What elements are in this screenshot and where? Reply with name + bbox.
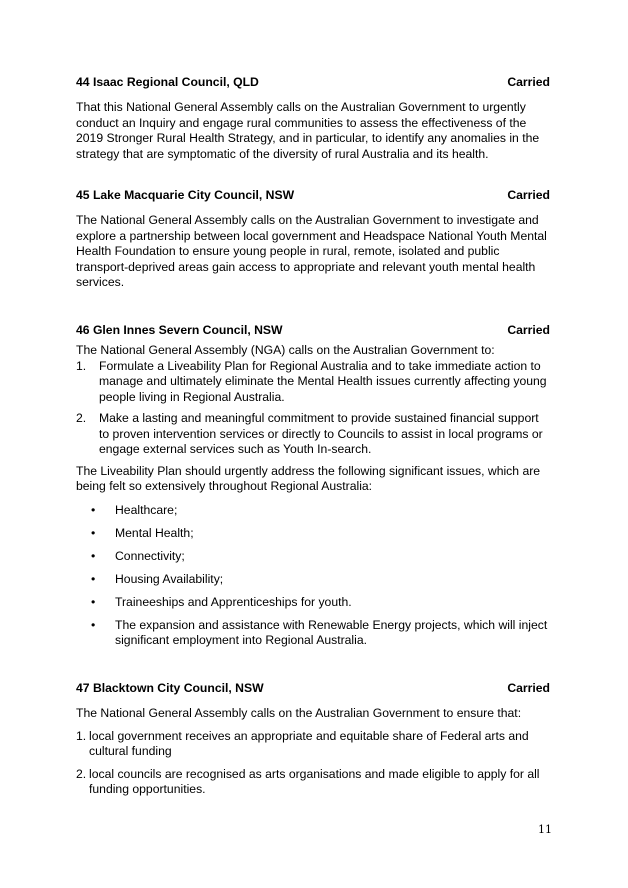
list-item bbox=[76, 767, 550, 798]
motion-45 bbox=[76, 188, 550, 291]
bullet-icon: • bbox=[91, 502, 96, 517]
motion-intro: The National General Assembly (NGA) calls on the Australian Government to: bbox=[76, 343, 495, 357]
list-item bbox=[76, 572, 550, 588]
list-item bbox=[76, 618, 550, 649]
list-item-text: Healthcare; bbox=[115, 502, 178, 517]
list-item-text: Mental Health; bbox=[115, 525, 194, 540]
list-item-text: The expansion and assistance with Renewable Energy projects, which will inject significant employment into Regional Australia. bbox=[115, 617, 548, 647]
list-item-text: Make a lasting and meaningful commitment to provide sustained financial support to proven intervention services or directly to Councils to assist in local programs or engage external services such as Youth In-search. bbox=[99, 411, 543, 456]
motion-header bbox=[76, 188, 550, 203]
bullet-icon: • bbox=[91, 525, 96, 540]
numbered-list bbox=[76, 359, 550, 458]
list-item-text: Traineeships and Apprenticeships for youth. bbox=[115, 594, 352, 609]
motion-title: 44 Isaac Regional Council, QLD bbox=[76, 75, 259, 89]
list-number: 2. bbox=[76, 411, 87, 425]
motion-status: Carried bbox=[507, 75, 550, 89]
list-item bbox=[76, 729, 550, 760]
list-item bbox=[76, 411, 550, 458]
bullet-icon: • bbox=[91, 617, 96, 632]
list-item bbox=[76, 595, 550, 611]
list-number: 1. bbox=[76, 728, 87, 743]
list-number: 2. bbox=[76, 766, 87, 781]
bullet-icon: • bbox=[91, 594, 96, 609]
motion-status: Carried bbox=[507, 188, 550, 202]
list-item bbox=[76, 526, 550, 542]
list-item bbox=[76, 549, 550, 565]
motion-status: Carried bbox=[507, 323, 550, 337]
motion-title: 47 Blacktown City Council, NSW bbox=[76, 681, 264, 695]
list-item-text: Connectivity; bbox=[115, 548, 185, 563]
numbered-list bbox=[76, 729, 550, 798]
list-item-text: Formulate a Liveability Plan for Regional Australia and to take immediate action to manage and ultimately eliminate the Mental Health issues currently affecting young people living in Regional Australia. bbox=[99, 358, 547, 404]
motion-body: That this National General Assembly calls on the Australian Government to urgently conduct an Inquiry and engage rural communities to assess the effectiveness of the 2019 Stronger Rural Health Strategy, and in particular, to identify any anomalies in the strategy that are symptomatic of the diversity of rural Australia and its health. bbox=[76, 100, 540, 161]
motion-header bbox=[76, 681, 550, 696]
motion-followup: The Liveability Plan should urgently address the following significant issues, which are being felt so extensively throughout Regional Australia: bbox=[76, 463, 541, 493]
bullet-icon: • bbox=[91, 571, 96, 586]
motion-44 bbox=[76, 75, 550, 162]
motion-header bbox=[76, 323, 550, 338]
bullet-icon: • bbox=[91, 548, 96, 563]
list-item-text: local government receives an appropriate and equitable share of Federal arts and cultural funding bbox=[89, 728, 529, 758]
motion-intro: The National General Assembly calls on the Australian Government to ensure that: bbox=[76, 706, 522, 720]
motion-47 bbox=[76, 681, 550, 805]
motion-body: The National General Assembly calls on the Australian Government to investigate and explore a partnership between local government and Headspace National Youth Mental Health Foundation to ensure young people in rural, remote, isolated and public transport-deprived areas gain access to appropriate and relevant youth mental health services. bbox=[76, 213, 547, 289]
list-item bbox=[76, 503, 550, 519]
page-number: 11 bbox=[538, 823, 552, 836]
motion-46 bbox=[76, 323, 550, 656]
list-item-text: local councils are recognised as arts organisations and made eligible to apply for all funding opportunities. bbox=[89, 766, 540, 796]
list-item bbox=[76, 359, 550, 406]
list-number: 1. bbox=[76, 358, 87, 373]
motion-title: 45 Lake Macquarie City Council, NSW bbox=[76, 188, 295, 202]
motion-title: 46 Glen Innes Severn Council, NSW bbox=[76, 323, 283, 337]
motion-header bbox=[76, 75, 550, 90]
motion-status: Carried bbox=[507, 681, 550, 695]
list-item-text: Housing Availability; bbox=[115, 571, 224, 586]
bullet-list bbox=[76, 503, 550, 649]
